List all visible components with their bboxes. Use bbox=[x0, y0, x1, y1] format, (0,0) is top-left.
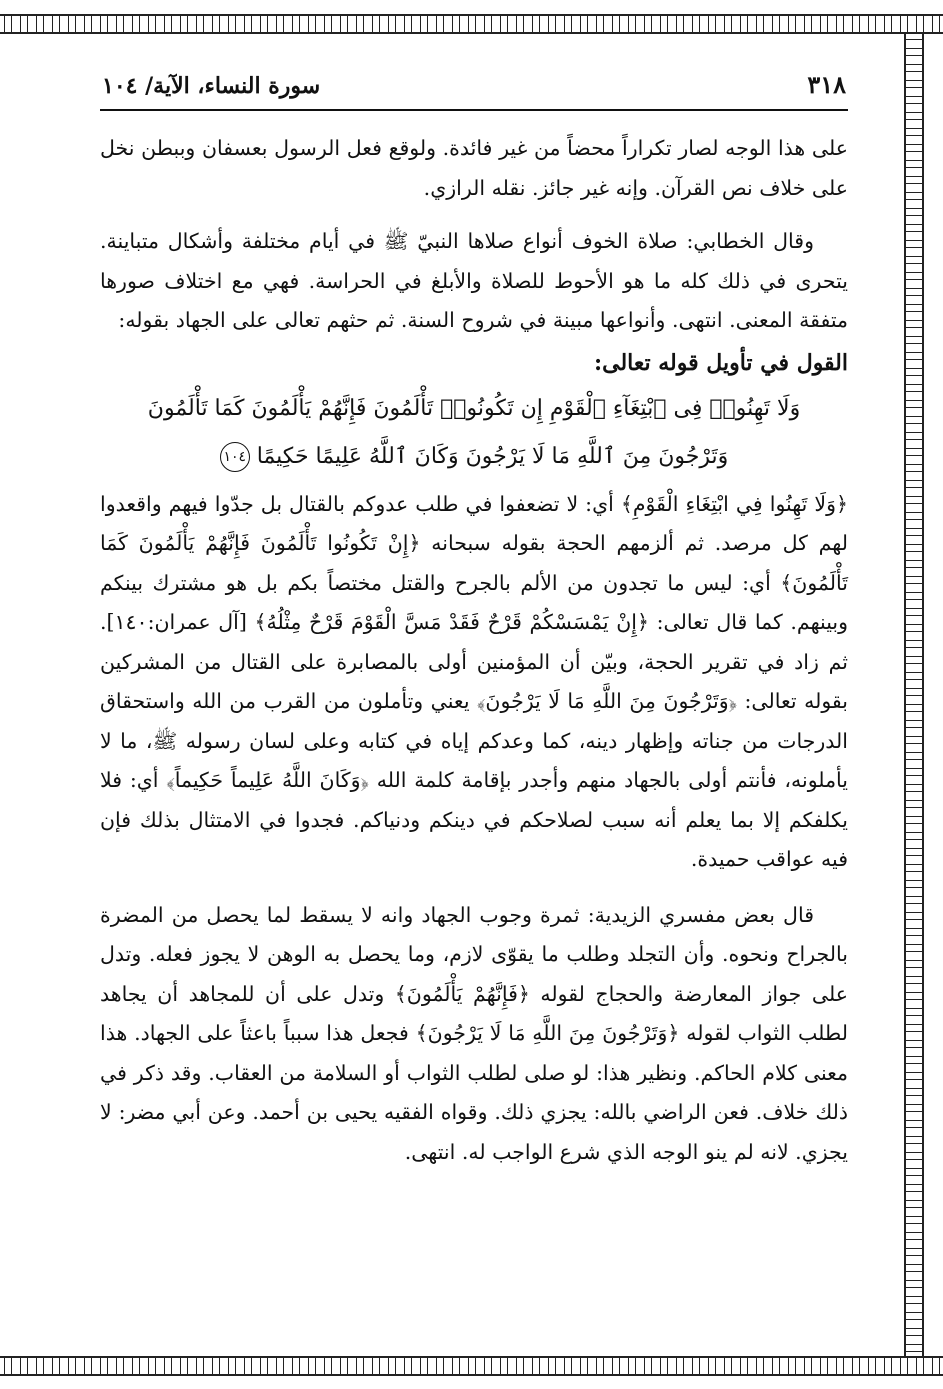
right-border-ornament bbox=[904, 32, 924, 1356]
paragraph-2: وقال الخطابي: صلاة الخوف أنواع صلاها النبيّ ﷺ في أيام مختلفة وأشكال متباينة. يتحرى في ذلك كله ما هو الأحوط للصلاة والأبلغ في الحراسة. فهي مع اختلاف صورها متفقة المعنى. انتهى. وأنواعها مبينة في شروح السنة. ثم حثهم تعالى على الجهاد بقوله: bbox=[100, 229, 848, 332]
quran-verse bbox=[100, 385, 848, 481]
verse-line-2 bbox=[100, 433, 848, 481]
paragraph-3: ﴿وَلَا تَهِنُوا فِي ابْتِغَاءِ الْقَوْمِ﴾ أي: لا تضعفوا في طلب عدوكم بالقتال بل جدّوا فيهم واقعدوا لهم كل مرصد. ثم ألزمهم الحجة بقوله سبحانه ﴿إِنْ تَكُونُوا تَأْلَمُونَ فَإِنَّهُمْ يَأْلَمُونَ كَمَا تَأْلَمُونَ﴾ أي: ليس ما تجدون من الألم بالجرح والقتل مختصاً بكم بل هو مشترك بينكم وبينهم. كما قال تعالى: ﴿إِنْ يَمْسَسْكُمْ قَرْحٌ فَقَدْ مَسَّ الْقَوْمَ قَرْحٌ مِثْلُهُ﴾ [آل عمران:١٤٠]. ثم زاد في تقرير الحجة، وبيّن أن المؤمنين أولى بالمصابرة على القتال من المشركين بقوله تعالى: ﴿وَتَرْجُونَ مِنَ اللَّهِ مَا لَا يَرْجُونَ﴾ يعني وتأملون من القرب من الله واستحقاق الدرجات من جناته وإظهار دينه، كما وعدكم إياه في كتابه وعلى لسان رسوله ﷺ، ما لا يأملونه، فأنتم أولى بالجهاد منهم وأجدر بإقامة كلمة الله ﴿وَكَانَ اللَّهُ عَلِيماً حَكِيماً﴾ أي: فلا يكلفكم إلا بما يعلم أنه سبب لصلاحكم في دينكم ودنياكم. فجدوا في الامتثال بذلك فإن فيه عواقب حميدة. bbox=[100, 491, 848, 871]
paragraph-4: قال بعض مفسري الزيدية: ثمرة وجوب الجهاد وانه لا يسقط لما يحصل من المضرة بالجراح ونحوه. وأن التجلد وطلب ما يقوّى لازم، وما يحصل به الوهن لا يجوز فعله. وتدل على جواز المعارضة والحجاج لقوله ﴿فَإِنَّهُمْ يَأْلَمُونَ﴾ وتدل على أن للمجاهد أن يجاهد لطلب الثواب لقوله ﴿وَتَرْجُونَ مِنَ اللَّهِ مَا لَا يَرْجُونَ﴾ فجعل هذا سبباً باعثاً على الجهاد. هذا معنى كلام الحاكم. ونظير هذا: لو صلى لطلب الثواب أو السلامة من العقاب. وقد ذكر في ذلك خلاف. فعن الراضي بالله: يجزي ذلك. وقواه الفقيه يحيى بن أحمد. وعن أبي مضر: لا يجزي. لانه لم ينو الوجه الذي شرع الواجب له. انتهى. bbox=[100, 902, 848, 1164]
bottom-border-ornament bbox=[0, 1356, 943, 1376]
section-heading: القول في تأويل قوله تعالى: bbox=[594, 349, 848, 376]
top-border-ornament bbox=[0, 14, 943, 34]
paragraph-1: على هذا الوجه لصار تكراراً محضاً من غير فائدة. ولوقع فعل الرسول بعسفان وببطن نخل على خلاف نص القرآن. وإنه غير جائز. نقله الرازي. bbox=[100, 136, 848, 200]
page-content bbox=[100, 70, 848, 1172]
verse-number-badge: ١٠٤ bbox=[220, 442, 250, 472]
verse-line-2-text: وَتَرْجُونَ مِنَ ٱللَّهِ مَا لَا يَرْجُونَ وَكَانَ ٱللَّهُ عَلِيمًا حَكِيمًا bbox=[256, 443, 729, 469]
page-header bbox=[100, 70, 848, 111]
page-number: ٣١٨ bbox=[807, 70, 846, 99]
section-title: سورة النساء، الآية/ ١٠٤ bbox=[102, 73, 321, 99]
verse-line-1: وَلَا تَهِنُوا۟ فِى ٱبْتِغَآءِ ٱلْقَوْمِ إِن تَكُونُوا۟ تَأْلَمُونَ فَإِنَّهُمْ يَأْلَمُونَ كَمَا تَأْلَمُونَ bbox=[147, 395, 801, 421]
